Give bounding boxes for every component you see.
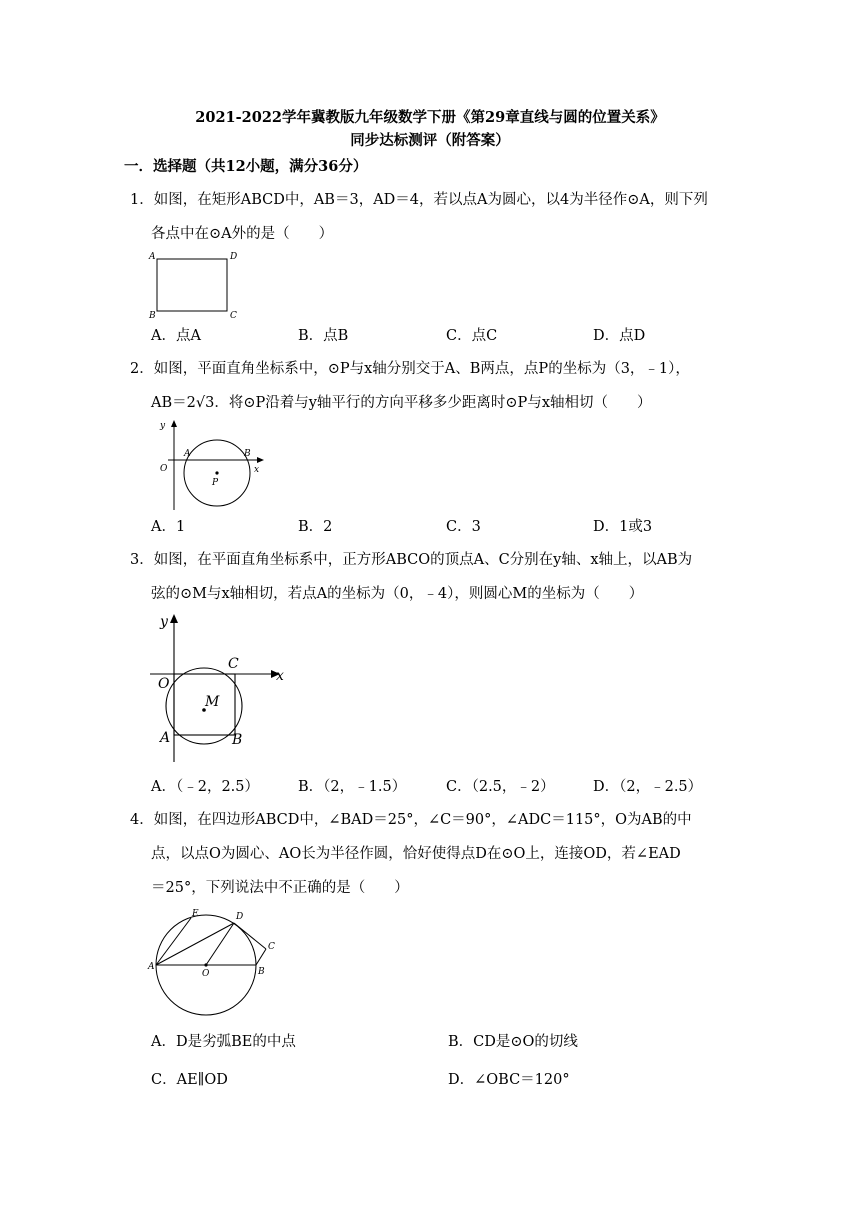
q4-label-b: B bbox=[258, 967, 265, 977]
q1-label-c: C bbox=[230, 311, 237, 321]
q1-option-d[interactable]: D．点D bbox=[593, 328, 646, 344]
q4-text-line1: 4．如图，在四边形ABCD中，∠BAD＝25°，∠C＝90°，∠ADC＝115°，O为AB的中 bbox=[130, 812, 692, 828]
q4-label-a: A bbox=[148, 962, 155, 972]
q4-label-d: D bbox=[236, 912, 244, 922]
q1-label-d: D bbox=[230, 252, 238, 262]
q2-coordinate-figure bbox=[156, 418, 286, 513]
q3-label-b: B bbox=[232, 732, 243, 748]
q3-coordinate-figure bbox=[146, 608, 296, 768]
q4-label-e: E bbox=[192, 909, 199, 919]
q2-label-o: O bbox=[160, 464, 168, 474]
document-title-line2: 同步达标测评（附答案） bbox=[350, 132, 510, 149]
document-title-line1: 2021-2022学年冀教版九年级数学下册《第29章直线与圆的位置关系》 bbox=[195, 109, 665, 126]
q4-text-line2: 点，以点O为圆心、AO长为半径作圆，恰好使得点D在⊙O上，连接OD，若∠EAD bbox=[151, 846, 681, 862]
q1-text-line1: 1．如图，在矩形ABCD中，AB＝3，AD＝4，若以点A为圆心，以4为半径作⊙A，则下列 bbox=[130, 192, 708, 208]
q2-option-b[interactable]: B．2 bbox=[298, 519, 333, 535]
q2-option-a[interactable]: A．1 bbox=[151, 519, 186, 535]
q3-label-y: y bbox=[160, 614, 168, 630]
q3-text-line1: 3．如图，在平面直角坐标系中，正方形ABCO的顶点A、C分别在y轴、x轴上，以AB为 bbox=[130, 552, 693, 568]
q3-option-a[interactable]: A．（﹣2，2.5） bbox=[151, 779, 260, 795]
q4-label-o: O bbox=[202, 969, 210, 979]
q1-option-b[interactable]: B．点B bbox=[298, 328, 349, 344]
q1-label-b: B bbox=[149, 311, 156, 321]
q2-option-d[interactable]: D．1或3 bbox=[593, 519, 653, 535]
q2-text-line1: 2．如图，平面直角坐标系中，⊙P与x轴分别交于A、B两点，点P的坐标为（3，﹣1）， bbox=[130, 361, 690, 377]
q4-option-c[interactable]: C．AE∥OD bbox=[151, 1072, 228, 1088]
q2-label-b: B bbox=[244, 449, 251, 459]
section-header: 一．选择题（共12小题，满分36分） bbox=[124, 158, 368, 175]
q2-label-p: P bbox=[212, 478, 219, 488]
q3-label-m: M bbox=[205, 694, 220, 710]
q3-label-o: O bbox=[158, 676, 170, 692]
q4-option-b[interactable]: B．CD是⊙O的切线 bbox=[448, 1034, 578, 1050]
q3-option-c[interactable]: C．（2.5，﹣2） bbox=[446, 779, 555, 795]
q1-text-line2: 各点中在⊙A外的是（ ） bbox=[151, 226, 334, 242]
q3-label-c: C bbox=[228, 656, 239, 672]
q1-option-c[interactable]: C．点C bbox=[446, 328, 498, 344]
q4-text-line3: ＝25°，下列说法中不正确的是（ ） bbox=[151, 880, 409, 896]
q1-option-a[interactable]: A．点A bbox=[151, 328, 201, 344]
q4-option-d[interactable]: D．∠OBC＝120° bbox=[448, 1072, 570, 1088]
q1-label-a: A bbox=[149, 252, 156, 262]
q2-label-y: y bbox=[160, 421, 166, 431]
q3-option-b[interactable]: B．（2，﹣1.5） bbox=[298, 779, 407, 795]
q3-option-d[interactable]: D．（2，﹣2.5） bbox=[593, 779, 703, 795]
q4-option-a[interactable]: A．D是劣弧BE的中点 bbox=[151, 1034, 296, 1050]
q1-rectangle-figure bbox=[146, 250, 246, 320]
q2-text-line2: AB＝2√3．将⊙P沿着与y轴平行的方向平移多少距离时⊙P与x轴相切（ ） bbox=[151, 395, 652, 411]
q2-label-x: x bbox=[254, 465, 260, 475]
q3-label-a: A bbox=[160, 730, 171, 746]
q3-text-line2: 弦的⊙M与x轴相切，若点A的坐标为（0，﹣4），则圆心M的坐标为（ ） bbox=[151, 586, 644, 602]
q4-circle-figure bbox=[148, 905, 288, 1015]
q3-label-x: x bbox=[276, 668, 284, 684]
q2-option-c[interactable]: C．3 bbox=[446, 519, 481, 535]
q2-label-a: A bbox=[184, 449, 191, 459]
q4-label-c: C bbox=[268, 942, 275, 952]
